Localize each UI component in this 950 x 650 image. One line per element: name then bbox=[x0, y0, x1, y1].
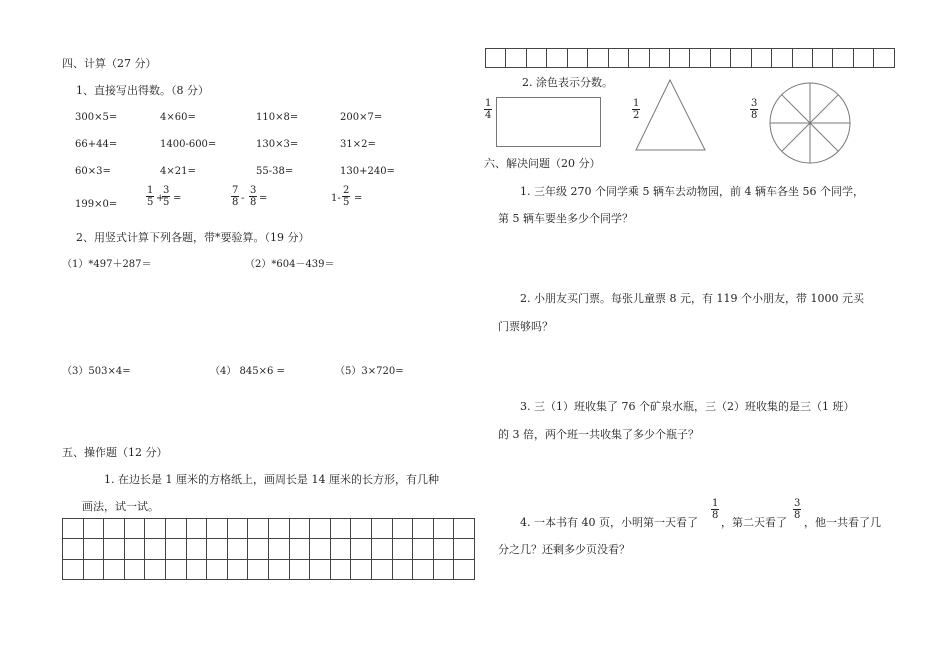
grid-cell bbox=[454, 539, 475, 559]
vertical-calc-4: （4） 845×6 = bbox=[210, 366, 285, 377]
grid-cell bbox=[833, 49, 853, 68]
grid-cell bbox=[547, 49, 567, 68]
fraction: $\frac{7}{8}$ bbox=[232, 185, 239, 208]
grid-cell bbox=[351, 539, 372, 559]
grid-cell bbox=[392, 559, 413, 579]
grid-cell bbox=[124, 519, 145, 539]
grid-cell bbox=[486, 49, 506, 68]
grid-cell bbox=[207, 559, 228, 579]
grid-cell bbox=[413, 539, 434, 559]
operation-q1-line1: 1. 在边长是 1 厘米的方格纸上，画周长是 14 厘米的长方形，有几种 bbox=[104, 473, 439, 486]
section5-title: 五、操作题（12 分） bbox=[62, 446, 168, 459]
fraction: $\frac{3}{5}$ bbox=[163, 185, 170, 208]
grid-cell bbox=[506, 49, 526, 68]
calc-item: 130+240= bbox=[340, 166, 395, 177]
fraction: $\frac{1}{5}$ bbox=[147, 185, 154, 208]
grid-cell bbox=[104, 519, 125, 539]
grid-cell bbox=[227, 559, 248, 579]
fraction: $\frac{3}{8}$ bbox=[250, 185, 257, 208]
calc-item: 1400-600= bbox=[160, 139, 217, 150]
grid-cell bbox=[145, 519, 166, 539]
grid-cell bbox=[629, 49, 649, 68]
calc-item: 300×5= bbox=[75, 112, 118, 123]
calc-item: 60×3= bbox=[75, 166, 111, 177]
grid-cell bbox=[248, 519, 269, 539]
section6-title: 六、解决问题（20 分） bbox=[484, 157, 601, 170]
grid-cell bbox=[413, 519, 434, 539]
grid-cell bbox=[772, 49, 792, 68]
grid-cell bbox=[310, 519, 331, 539]
grid-cell bbox=[454, 519, 475, 539]
grid-cell bbox=[371, 539, 392, 559]
grid-cell bbox=[207, 539, 228, 559]
fraction-label: $\frac{3}{8}$ bbox=[751, 98, 758, 121]
equals: = bbox=[173, 193, 182, 204]
grid-cell bbox=[63, 539, 84, 559]
equals: = bbox=[354, 193, 363, 204]
grid-cell bbox=[413, 559, 434, 579]
grid-cell bbox=[83, 559, 104, 579]
square-grid-paper[interactable] bbox=[62, 518, 475, 580]
calc-item: 66+44= bbox=[75, 139, 118, 150]
grid-cell bbox=[392, 539, 413, 559]
problem-4-line2: 分之几？还剩多少页没看？ bbox=[498, 543, 630, 556]
fraction-label: $\frac{1}{4}$ bbox=[485, 98, 492, 121]
q1-title: 1、直接写出得数。（8 分） bbox=[76, 84, 209, 97]
vertical-calc-3: （3）503×4= bbox=[62, 366, 131, 377]
grid-cell bbox=[853, 49, 873, 68]
fraction: $\frac{3}{8}$ bbox=[794, 498, 801, 521]
grid-cell bbox=[567, 49, 587, 68]
calc-item: 4×60= bbox=[160, 112, 196, 123]
problem-1-line2: 第 5 辆车要坐多少个同学？ bbox=[498, 212, 633, 225]
vertical-calc-1: （1）*497＋287＝ bbox=[62, 259, 152, 270]
calc-item: 110×8= bbox=[256, 112, 299, 123]
grid-cell bbox=[454, 559, 475, 579]
grid-cell bbox=[289, 559, 310, 579]
vertical-calc-2: （2）*604－439＝ bbox=[245, 259, 335, 270]
grid-cell bbox=[669, 49, 689, 68]
grid-cell bbox=[330, 559, 351, 579]
grid-cell bbox=[731, 49, 751, 68]
calc-item: 55-38= bbox=[256, 166, 294, 177]
calc-item: 200×7= bbox=[340, 112, 383, 123]
grid-cell bbox=[351, 559, 372, 579]
grid-cell bbox=[186, 519, 207, 539]
grid-cell bbox=[526, 49, 546, 68]
calc-item: 130×3= bbox=[256, 139, 299, 150]
problem-3-line2: 的 3 倍，两个班一共收集了多少个瓶子？ bbox=[498, 428, 699, 441]
grid-cell bbox=[433, 559, 454, 579]
grid-cell bbox=[289, 519, 310, 539]
grid-cell bbox=[792, 49, 812, 68]
fraction: $\frac{1}{8}$ bbox=[712, 498, 719, 521]
square-strip bbox=[485, 48, 895, 68]
grid-cell bbox=[207, 519, 228, 539]
grid-cell bbox=[649, 49, 669, 68]
grid-cell bbox=[268, 519, 289, 539]
grid-cell bbox=[124, 559, 145, 579]
grid-cell bbox=[310, 559, 331, 579]
grid-cell bbox=[83, 519, 104, 539]
grid-cell bbox=[63, 559, 84, 579]
grid-cell bbox=[104, 539, 125, 559]
operation-q1-line2: 画法，试一试。 bbox=[82, 500, 159, 513]
grid-cell bbox=[124, 539, 145, 559]
grid-cell bbox=[710, 49, 730, 68]
calc-item: 31×2= bbox=[340, 139, 376, 150]
grid-cell bbox=[248, 559, 269, 579]
grid-cell bbox=[310, 539, 331, 559]
grid-cell bbox=[248, 539, 269, 559]
grid-cell bbox=[433, 519, 454, 539]
fraction: $\frac{2}{5}$ bbox=[343, 185, 350, 208]
grid-cell bbox=[371, 519, 392, 539]
grid-cell bbox=[268, 559, 289, 579]
circle-sectors-shape[interactable] bbox=[768, 81, 852, 165]
grid-cell bbox=[104, 559, 125, 579]
grid-cell bbox=[227, 539, 248, 559]
grid-cell bbox=[330, 519, 351, 539]
operator: + bbox=[156, 193, 165, 204]
grid-cell bbox=[165, 519, 186, 539]
grid-cell bbox=[63, 519, 84, 539]
problem-3-line1: 3. 三（1）班收集了 76 个矿泉水瓶，三（2）班收集的是三（1 班） bbox=[520, 400, 855, 413]
triangle-shape[interactable] bbox=[634, 79, 708, 151]
grid-cell bbox=[289, 539, 310, 559]
grid-cell bbox=[186, 559, 207, 579]
grid-cell bbox=[330, 539, 351, 559]
grid-cell bbox=[165, 559, 186, 579]
grid-cell bbox=[83, 539, 104, 559]
section4-title: 四、计算（27 分） bbox=[62, 57, 157, 70]
calc-item: 4×21= bbox=[160, 166, 196, 177]
fraction-label: $\frac{1}{2}$ bbox=[633, 98, 640, 121]
equals: = bbox=[259, 193, 268, 204]
problem-2-line1: 2. 小朋友买门票。每张儿童票 8 元，有 119 个小朋友，带 1000 元买 bbox=[520, 292, 864, 305]
problem-2-line2: 门票够吗？ bbox=[498, 320, 553, 333]
grid-cell bbox=[588, 49, 608, 68]
rectangle-shape[interactable] bbox=[496, 97, 608, 149]
problem-4-post: ，他一共看了几 bbox=[804, 516, 881, 529]
operator: 1- bbox=[331, 193, 341, 204]
grid-cell bbox=[268, 539, 289, 559]
grid-cell bbox=[371, 559, 392, 579]
problem-4-pre: 4. 一本书有 40 页，小明第一天看了 bbox=[520, 516, 698, 529]
grid-cell bbox=[608, 49, 628, 68]
grid-cell bbox=[751, 49, 771, 68]
vertical-calc-5: （5）3×720= bbox=[335, 366, 404, 377]
grid-cell bbox=[813, 49, 833, 68]
grid-cell bbox=[392, 519, 413, 539]
grid-cell bbox=[433, 539, 454, 559]
grid-cell bbox=[145, 559, 166, 579]
grid-cell bbox=[690, 49, 710, 68]
grid-cell bbox=[227, 519, 248, 539]
grid-cell bbox=[145, 539, 166, 559]
grid-cell bbox=[874, 49, 895, 68]
grid-cell bbox=[351, 519, 372, 539]
problem-1-line1: 1. 三年级 270 个同学乘 5 辆车去动物园，前 4 辆车各坐 56 个同学， bbox=[520, 185, 864, 198]
operator: - bbox=[241, 193, 245, 204]
problem-4-mid: ，第二天看了 bbox=[721, 516, 787, 529]
q2-title: 2、用竖式计算下列各题，带*要验算。（19 分） bbox=[76, 231, 310, 244]
operation-q2: 2. 涂色表示分数。 bbox=[522, 76, 613, 89]
calc-item: 199×0= bbox=[75, 199, 118, 210]
grid-cell bbox=[165, 539, 186, 559]
grid-cell bbox=[186, 539, 207, 559]
